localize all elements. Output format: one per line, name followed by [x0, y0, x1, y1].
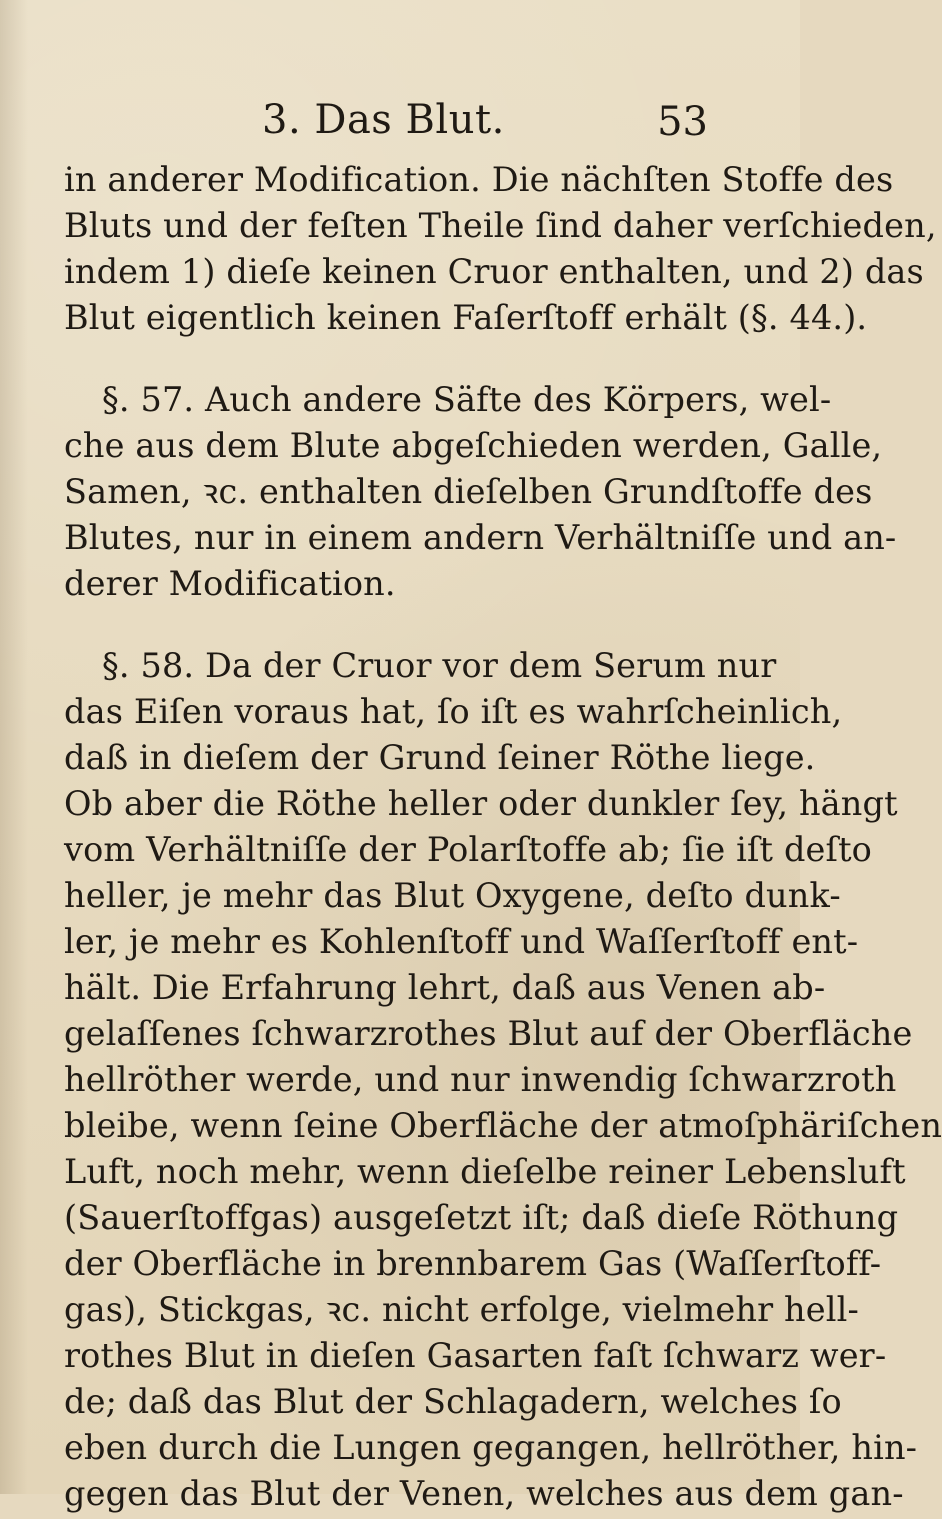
main-text	[64, 155, 942, 1513]
paragraph-58-line: das Eiſen voraus hat, ſo iſt es wahrſcheinlich,	[64, 692, 843, 731]
paragraph-58-line: hellröther werde, und nur inwendig ſchwarzroth	[64, 1060, 897, 1099]
paragraph-58-line: gegen das Blut der Venen, welches aus dem gan-	[64, 1474, 904, 1513]
paragraph-58-line: hält. Die Erfahrung lehrt, daß aus Venen ab-	[64, 968, 826, 1007]
paragraph-58-line: §. 58. Da der Cruor vor dem Serum nur	[102, 646, 777, 685]
running-title: 3. Das Blut.	[262, 97, 505, 143]
paragraph-58-line: vom Verhältniſſe der Polarſtoffe ab; ſie iſt deſto	[64, 830, 872, 869]
paragraph-57-line: §. 57. Auch andere Säfte des Körpers, wel-	[102, 380, 832, 419]
paragraph-58-line: Luft, noch mehr, wenn dieſelbe reiner Lebensluft	[64, 1152, 906, 1191]
paragraph-58-line: gas), Stickgas, ꝛc. nicht erfolge, vielmehr hell-	[64, 1290, 859, 1329]
text-line: Bluts und der feſten Theile ſind daher verſchieden,	[64, 206, 937, 245]
text-line: Blut eigentlich keinen Faſerſtoff erhält (§. 44.).	[64, 298, 868, 337]
text-line: in anderer Modification. Die nächſten Stoffe des	[64, 160, 894, 199]
paragraph-58-line: de; daß das Blut der Schlagadern, welches ſo	[64, 1382, 842, 1421]
paragraph-58-line: eben durch die Lungen gegangen, hellröther, hin-	[64, 1428, 918, 1467]
paragraph-58-line: (Sauerſtoffgas) ausgeſetzt iſt; daß dieſe Röthung	[64, 1198, 899, 1237]
paragraph-58-line: ler, je mehr es Kohlenſtoff und Waſſerſtoff ent-	[64, 922, 859, 961]
text-line: indem 1) dieſe keinen Cruor enthalten, und 2) das	[64, 252, 924, 291]
paragraph-57-line: Blutes, nur in einem andern Verhältniſſe und an-	[64, 518, 897, 557]
paragraph-57-line: Samen, ꝛc. enthalten dieſelben Grundſtoffe des	[64, 472, 873, 511]
paragraph-58-line: heller, je mehr das Blut Oxygene, deſto dunk-	[64, 876, 841, 915]
page-header	[0, 95, 800, 145]
paragraph-58-line: daß in dieſem der Grund ſeiner Röthe liege.	[64, 738, 816, 777]
paragraph-58-line: Ob aber die Röthe heller oder dunkler ſey, hängt	[64, 784, 898, 823]
page-gutter-shadow	[0, 0, 28, 1494]
paragraph-57-line: derer Modification.	[64, 564, 396, 603]
paragraph-58-line: rothes Blut in dieſen Gasarten faſt ſchwarz wer-	[64, 1336, 887, 1375]
paragraph-58-line: der Oberfläche in brennbarem Gas (Waſſerſtoff-	[64, 1244, 882, 1283]
paragraph-58-line: gelaſſenes ſchwarzrothes Blut auf der Oberfläche	[64, 1014, 913, 1053]
page-number: 53	[657, 99, 708, 145]
paragraph-58-line: bleibe, wenn ſeine Oberfläche der atmoſphäriſchen	[64, 1106, 942, 1145]
paragraph-57-line: che aus dem Blute abgeſchieden werden, Galle,	[64, 426, 883, 465]
